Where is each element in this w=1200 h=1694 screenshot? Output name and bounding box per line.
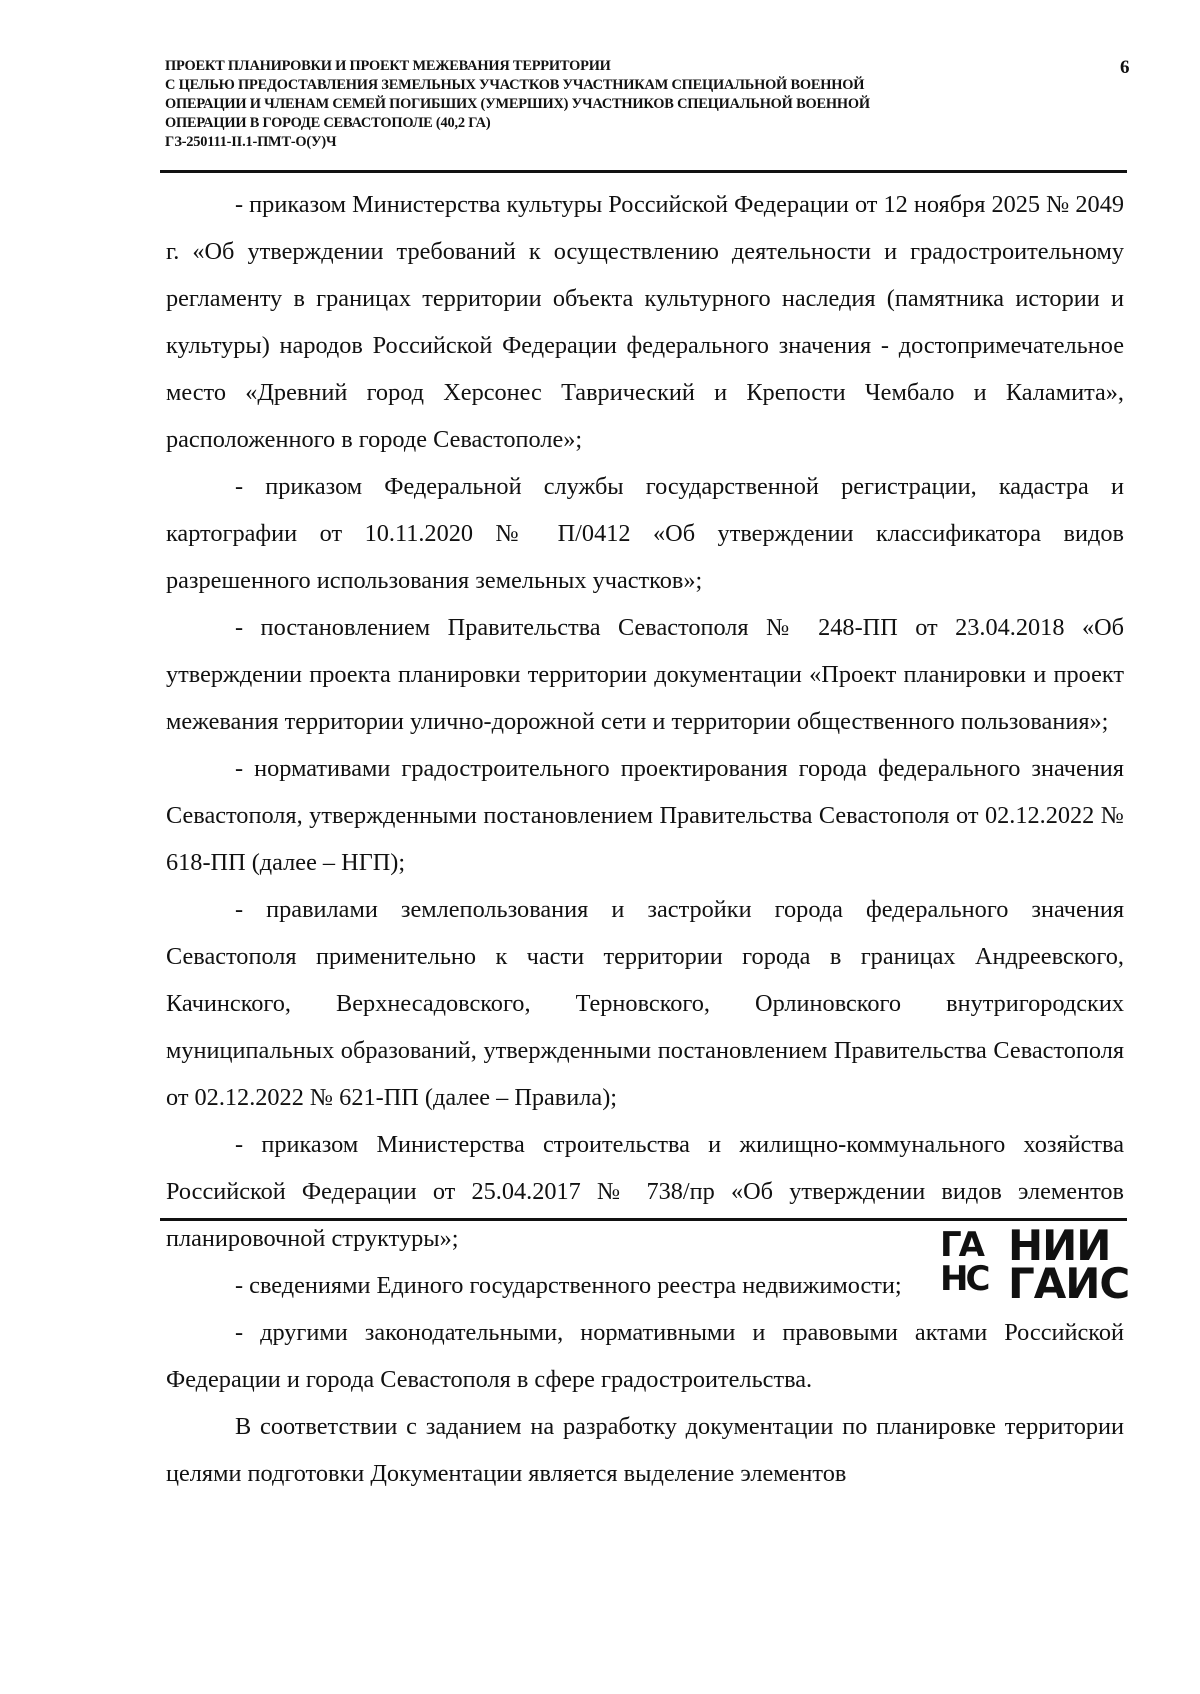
paragraph-ngp: - нормативами градостроительного проектирования города федерального значения Севастополя, утвержденными постановлением Правительства Севастополя от 02.12.2022 № 618-ПП (далее – НГП); <box>166 755 1124 876</box>
paragraph-rules: - правилами землепользования и застройки города федерального значения Севастополя применительно к части территории города в границах Андреевского, Качинского, Верхнесадовского, Терновского, Орлиновского внутригородских муниципальных образований, утвержденными постановлением Правительства Севастополя от 02.12.2022 № 621-ПП (далее – Правила); <box>166 896 1124 1111</box>
header-line: ОПЕРАЦИИ И ЧЛЕНАМ СЕМЕЙ ПОГИБШИХ (УМЕРШИХ) УЧАСТНИКОВ СПЕЦИАЛЬНОЙ ВОЕННОЙ <box>165 96 870 112</box>
paragraph-culture-order: - приказом Министерства культуры Российской Федерации от 12 ноября 2025 № 2049 г. «Об утверждении требований к осуществлению деятельности и градостроительному регламенту в границах территории объекта культурного наследия (памятника истории и культуры) народов Российской Федерации федерального значения - достопримечательное место «Древний город Херсонес Таврический и Крепости Чембало и Каламита», расположенного в городе Севастополе»; <box>166 191 1124 453</box>
footer-divider <box>160 1218 1127 1221</box>
logo-word-top: НИИ <box>1008 1221 1111 1270</box>
paragraph-other-acts: - другими законодательными, нормативными и правовыми актами Российской Федерации и города Севастополя в сфере градостроительства. <box>166 1319 1124 1393</box>
logo-mark-icon <box>940 1225 1000 1302</box>
logo-word-bottom: ГАИС <box>1008 1259 1130 1308</box>
paragraph-egrn: - сведениями Единого государственного реестра недвижимости; <box>235 1272 902 1299</box>
paragraph-minstroy-order: - приказом Министерства строительства и жилищно-коммунального хозяйства Российской Федерации от 25.04.2017 № 738/пр «Об утверждении видов элементов планировочной структуры»; <box>166 1131 1124 1252</box>
paragraph-assignment: В соответствии с заданием на разработку документации по планировке территории целями подготовки Документации является выделение элементов <box>166 1413 1124 1487</box>
logo-mark-bottom: НС <box>940 1259 988 1299</box>
header-line: ПРОЕКТ ПЛАНИРОВКИ И ПРОЕКТ МЕЖЕВАНИЯ ТЕРРИТОРИИ <box>165 58 611 74</box>
document-code: ГЗ-250111-II.1-ПМТ-О(У)Ч <box>165 134 337 150</box>
header-divider <box>160 170 1127 173</box>
nii-gais-logo <box>940 1221 1130 1308</box>
document-header <box>165 57 1045 152</box>
page-number: 6 <box>1120 57 1130 78</box>
paragraph-resolution-248: - постановлением Правительства Севастополя № 248-ПП от 23.04.2018 «Об утверждении проекта планировки территории документации «Проект планировки и проект межевания территории улично-дорожной сети и территории общественного пользования»; <box>166 614 1124 735</box>
paragraph-rosreestr-order: - приказом Федеральной службы государственной регистрации, кадастра и картографии от 10.11.2020 № П/0412 «Об утверждении классификатора видов разрешенного использования земельных участков»; <box>166 473 1124 594</box>
logo-mark-top: ГА <box>940 1225 982 1265</box>
header-line: С ЦЕЛЬЮ ПРЕДОСТАВЛЕНИЯ ЗЕМЕЛЬНЫХ УЧАСТКОВ УЧАСТНИКАМ СПЕЦИАЛЬНОЙ ВОЕННОЙ <box>165 77 865 93</box>
header-line: ОПЕРАЦИИ В ГОРОДЕ СЕВАСТОПОЛЕ (40,2 ГА) <box>165 115 491 131</box>
